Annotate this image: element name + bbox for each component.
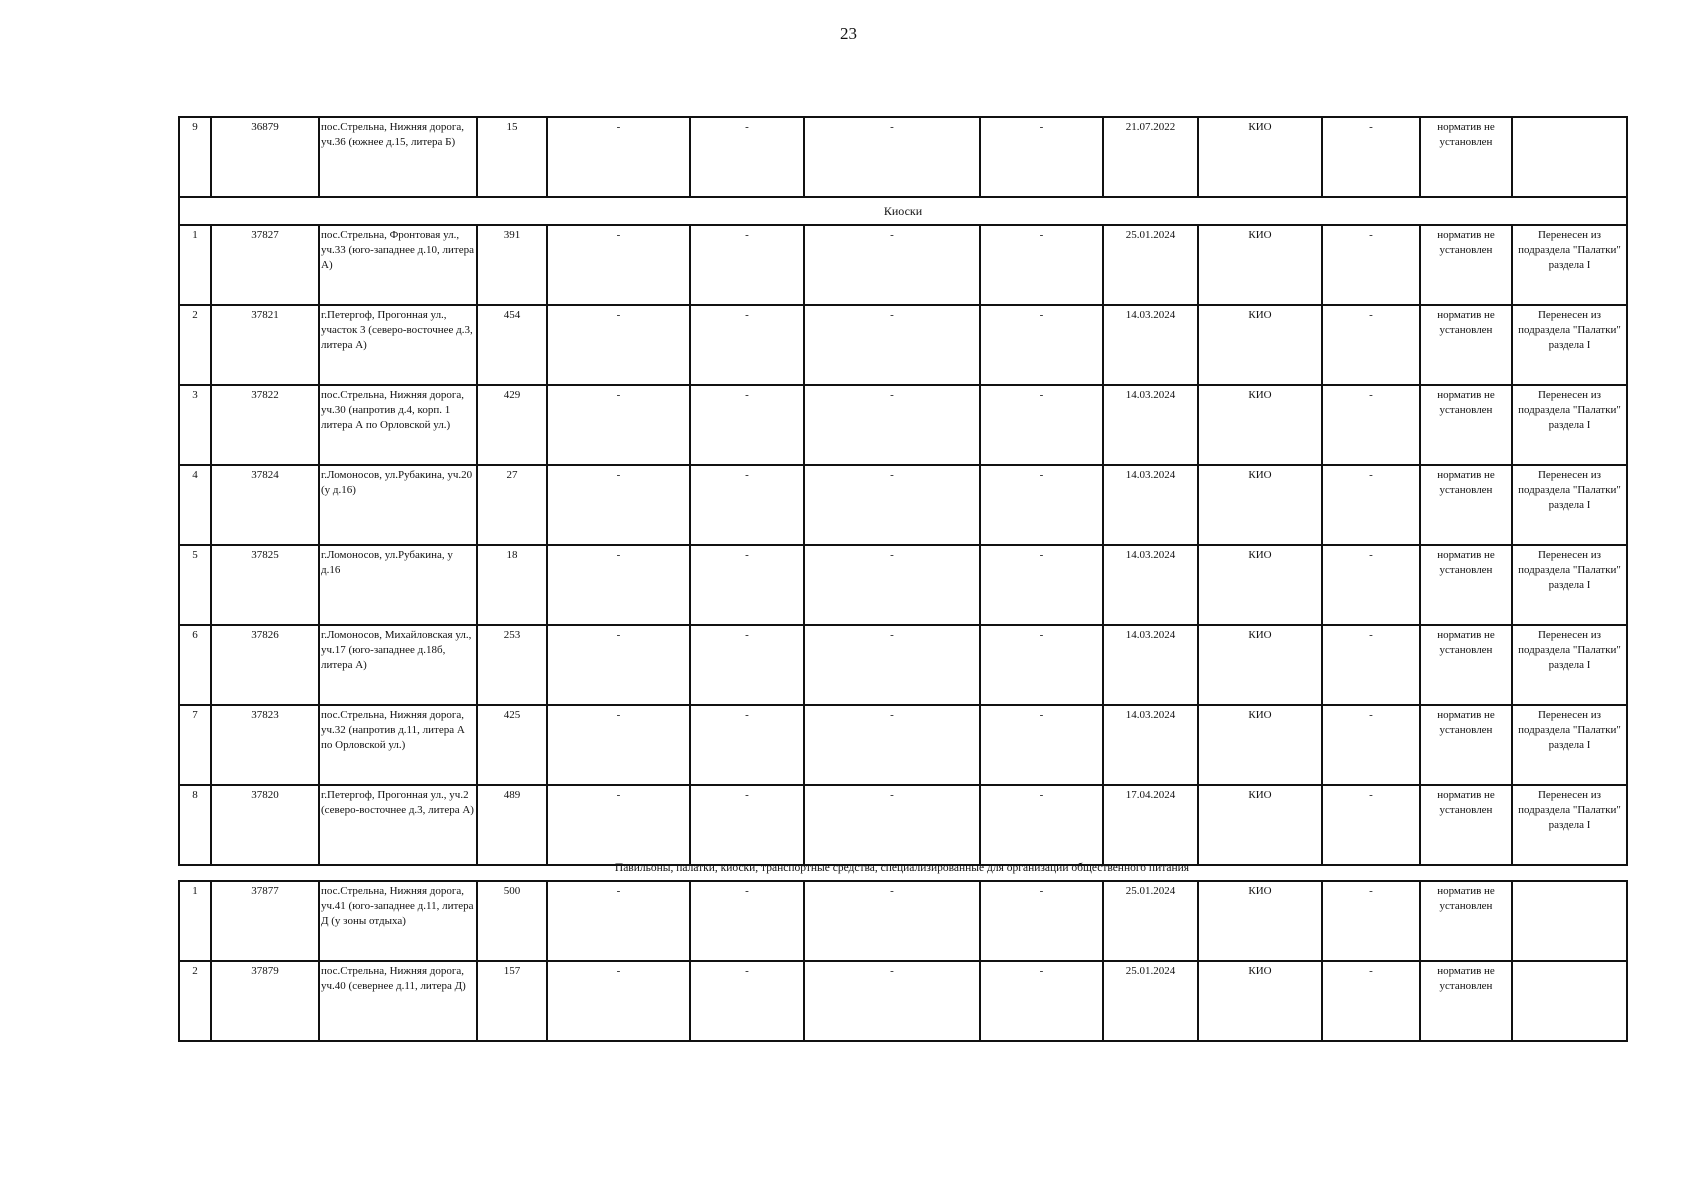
- cell-empty-value: -: [804, 705, 980, 785]
- table-row: [179, 305, 1627, 385]
- cell-note: Перенесен из подраздела "Палатки" раздела I: [1512, 465, 1627, 545]
- cell-organization: КИО: [1198, 625, 1322, 705]
- cell-note: Перенесен из подраздела "Палатки" раздела I: [1512, 625, 1627, 705]
- cell-note: Перенесен из подраздела "Палатки" раздела I: [1512, 385, 1627, 465]
- cell-norm-status: норматив не установлен: [1420, 545, 1512, 625]
- cell-address: г.Петергоф, Прогонная ул., уч.2 (северо-восточнее д.3, литера А): [319, 785, 477, 865]
- cell-area: 454: [477, 305, 547, 385]
- cell-row-number: 7: [179, 705, 211, 785]
- cell-empty-value: -: [1322, 545, 1420, 625]
- cell-registry-number: 37824: [211, 465, 319, 545]
- cell-empty-value: -: [1322, 385, 1420, 465]
- cell-date: 25.01.2024: [1103, 881, 1198, 961]
- cell-address: г.Ломоносов, ул.Рубакина, у д.16: [319, 545, 477, 625]
- cell-empty-value: -: [1322, 705, 1420, 785]
- cell-empty-value: -: [547, 305, 690, 385]
- cell-date: 21.07.2022: [1103, 117, 1198, 197]
- cell-row-number: 5: [179, 545, 211, 625]
- cell-empty-value: -: [1322, 785, 1420, 865]
- cell-note: Перенесен из подраздела "Палатки" раздела I: [1512, 225, 1627, 305]
- cell-address: пос.Стрельна, Нижняя дорога, уч.32 (напротив д.11, литера А по Орловской ул.): [319, 705, 477, 785]
- cell-note: Перенесен из подраздела "Палатки" раздела I: [1512, 545, 1627, 625]
- cell-registry-number: 36879: [211, 117, 319, 197]
- cell-empty-value: -: [804, 785, 980, 865]
- cell-area: 429: [477, 385, 547, 465]
- cell-empty-value: -: [690, 705, 804, 785]
- cell-empty-value: -: [980, 785, 1103, 865]
- cell-organization: КИО: [1198, 785, 1322, 865]
- cell-date: 25.01.2024: [1103, 961, 1198, 1041]
- cell-norm-status: норматив не установлен: [1420, 785, 1512, 865]
- cell-norm-status: норматив не установлен: [1420, 881, 1512, 961]
- cell-empty-value: -: [547, 117, 690, 197]
- table-row: [179, 385, 1627, 465]
- cell-area: 253: [477, 625, 547, 705]
- cell-area: 157: [477, 961, 547, 1041]
- cell-registry-number: 37827: [211, 225, 319, 305]
- cell-empty-value: -: [690, 117, 804, 197]
- registry-table-pavilions: [178, 880, 1628, 1042]
- cell-note: Перенесен из подраздела "Палатки" раздела I: [1512, 705, 1627, 785]
- cell-norm-status: норматив не установлен: [1420, 705, 1512, 785]
- cell-empty-value: -: [547, 225, 690, 305]
- cell-empty-value: -: [804, 961, 980, 1041]
- cell-norm-status: норматив не установлен: [1420, 385, 1512, 465]
- cell-organization: КИО: [1198, 305, 1322, 385]
- cell-empty-value: -: [980, 881, 1103, 961]
- cell-empty-value: -: [547, 545, 690, 625]
- cell-empty-value: -: [547, 385, 690, 465]
- cell-empty-value: -: [980, 385, 1103, 465]
- registry-table: [178, 116, 1628, 866]
- cell-empty-value: -: [547, 625, 690, 705]
- cell-registry-number: 37823: [211, 705, 319, 785]
- cell-date: 14.03.2024: [1103, 465, 1198, 545]
- cell-empty-value: -: [1322, 881, 1420, 961]
- table-row: [179, 785, 1627, 865]
- cell-empty-value: -: [547, 881, 690, 961]
- cell-area: 15: [477, 117, 547, 197]
- cell-organization: КИО: [1198, 545, 1322, 625]
- cell-date: 14.03.2024: [1103, 625, 1198, 705]
- cell-empty-value: -: [804, 385, 980, 465]
- cell-norm-status: норматив не установлен: [1420, 225, 1512, 305]
- page-number: 23: [840, 24, 857, 43]
- table-row: [179, 881, 1627, 961]
- cell-address: пос.Стрельна, Фронтовая ул., уч.33 (юго-западнее д.10, литера А): [319, 225, 477, 305]
- cell-empty-value: -: [980, 961, 1103, 1041]
- cell-organization: КИО: [1198, 881, 1322, 961]
- cell-date: 14.03.2024: [1103, 305, 1198, 385]
- cell-empty-value: -: [980, 705, 1103, 785]
- cell-address: пос.Стрельна, Нижняя дорога, уч.41 (юго-западнее д.11, литера Д (у зоны отдыха): [319, 881, 477, 961]
- cell-empty-value: -: [690, 225, 804, 305]
- table-row: [179, 545, 1627, 625]
- table-row: [179, 225, 1627, 305]
- section-title-kiosks: Киоски: [179, 197, 1627, 225]
- cell-empty-value: -: [547, 465, 690, 545]
- cell-empty-value: -: [804, 545, 980, 625]
- cell-row-number: 9: [179, 117, 211, 197]
- table-row: [179, 625, 1627, 705]
- section-caption-pavilions: Павильоны, палатки, киоски, транспортные средства, специализированные для организации общественного питания: [614, 862, 1190, 874]
- cell-row-number: 4: [179, 465, 211, 545]
- cell-address: пос.Стрельна, Нижняя дорога, уч.30 (напротив д.4, корп. 1 литера А по Орловской ул.): [319, 385, 477, 465]
- cell-area: 391: [477, 225, 547, 305]
- cell-organization: КИО: [1198, 385, 1322, 465]
- cell-empty-value: -: [980, 225, 1103, 305]
- cell-empty-value: -: [804, 225, 980, 305]
- cell-date: 25.01.2024: [1103, 225, 1198, 305]
- cell-note: [1512, 117, 1627, 197]
- cell-empty-value: -: [547, 705, 690, 785]
- table-row: [179, 117, 1627, 197]
- cell-area: 489: [477, 785, 547, 865]
- cell-empty-value: -: [804, 625, 980, 705]
- cell-date: 14.03.2024: [1103, 545, 1198, 625]
- cell-empty-value: -: [1322, 625, 1420, 705]
- cell-empty-value: -: [690, 881, 804, 961]
- cell-empty-value: -: [980, 465, 1103, 545]
- cell-empty-value: -: [804, 881, 980, 961]
- cell-empty-value: -: [690, 545, 804, 625]
- cell-row-number: 1: [179, 881, 211, 961]
- cell-note: Перенесен из подраздела "Палатки" раздела I: [1512, 305, 1627, 385]
- cell-empty-value: -: [1322, 305, 1420, 385]
- cell-date: 17.04.2024: [1103, 785, 1198, 865]
- cell-empty-value: -: [547, 961, 690, 1041]
- cell-empty-value: -: [804, 117, 980, 197]
- cell-address: пос.Стрельна, Нижняя дорога, уч.40 (севернее д.11, литера Д): [319, 961, 477, 1041]
- cell-empty-value: -: [804, 465, 980, 545]
- cell-empty-value: -: [690, 961, 804, 1041]
- cell-empty-value: -: [980, 625, 1103, 705]
- cell-empty-value: -: [804, 305, 980, 385]
- cell-empty-value: -: [980, 305, 1103, 385]
- cell-registry-number: 37826: [211, 625, 319, 705]
- cell-norm-status: норматив не установлен: [1420, 305, 1512, 385]
- cell-empty-value: -: [980, 117, 1103, 197]
- cell-registry-number: 37821: [211, 305, 319, 385]
- cell-norm-status: норматив не установлен: [1420, 961, 1512, 1041]
- cell-address: г.Ломоносов, Михайловская ул., уч.17 (юго-западнее д.18б, литера А): [319, 625, 477, 705]
- cell-note: Перенесен из подраздела "Палатки" раздела I: [1512, 785, 1627, 865]
- cell-organization: КИО: [1198, 465, 1322, 545]
- cell-norm-status: норматив не установлен: [1420, 117, 1512, 197]
- cell-empty-value: -: [1322, 961, 1420, 1041]
- cell-row-number: 8: [179, 785, 211, 865]
- cell-date: 14.03.2024: [1103, 385, 1198, 465]
- cell-area: 18: [477, 545, 547, 625]
- cell-note: [1512, 961, 1627, 1041]
- cell-norm-status: норматив не установлен: [1420, 465, 1512, 545]
- cell-organization: КИО: [1198, 117, 1322, 197]
- cell-empty-value: -: [690, 625, 804, 705]
- cell-registry-number: 37820: [211, 785, 319, 865]
- cell-date: 14.03.2024: [1103, 705, 1198, 785]
- cell-empty-value: -: [690, 785, 804, 865]
- cell-row-number: 1: [179, 225, 211, 305]
- cell-organization: КИО: [1198, 705, 1322, 785]
- cell-registry-number: 37879: [211, 961, 319, 1041]
- cell-address: г.Ломоносов, ул.Рубакина, уч.20 (у д.16): [319, 465, 477, 545]
- cell-registry-number: 37877: [211, 881, 319, 961]
- cell-empty-value: -: [547, 785, 690, 865]
- cell-registry-number: 37825: [211, 545, 319, 625]
- cell-empty-value: -: [1322, 117, 1420, 197]
- cell-empty-value: -: [1322, 225, 1420, 305]
- section-row-kiosks: [179, 197, 1627, 225]
- table-row: [179, 961, 1627, 1041]
- cell-area: 27: [477, 465, 547, 545]
- cell-norm-status: норматив не установлен: [1420, 625, 1512, 705]
- cell-row-number: 2: [179, 305, 211, 385]
- cell-organization: КИО: [1198, 961, 1322, 1041]
- cell-row-number: 2: [179, 961, 211, 1041]
- cell-address: пос.Стрельна, Нижняя дорога, уч.36 (южнее д.15, литера Б): [319, 117, 477, 197]
- cell-empty-value: -: [690, 305, 804, 385]
- cell-empty-value: -: [690, 385, 804, 465]
- cell-area: 425: [477, 705, 547, 785]
- cell-empty-value: -: [690, 465, 804, 545]
- cell-row-number: 6: [179, 625, 211, 705]
- cell-empty-value: -: [980, 545, 1103, 625]
- table-row: [179, 465, 1627, 545]
- cell-address: г.Петергоф, Прогонная ул., участок 3 (северо-восточнее д.3, литера А): [319, 305, 477, 385]
- table-row: [179, 705, 1627, 785]
- cell-row-number: 3: [179, 385, 211, 465]
- cell-area: 500: [477, 881, 547, 961]
- cell-note: [1512, 881, 1627, 961]
- cell-empty-value: -: [1322, 465, 1420, 545]
- cell-registry-number: 37822: [211, 385, 319, 465]
- cell-organization: КИО: [1198, 225, 1322, 305]
